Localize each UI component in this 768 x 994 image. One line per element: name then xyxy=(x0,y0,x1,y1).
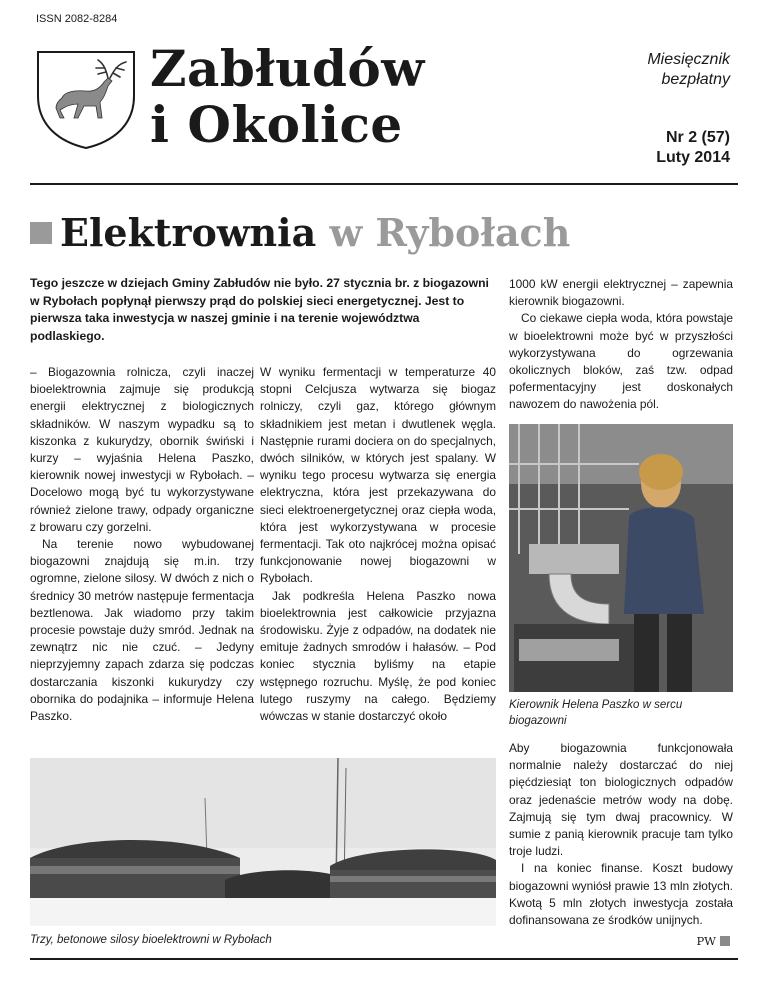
author-initials: PW xyxy=(696,934,716,948)
headline-square-bullet xyxy=(30,222,52,244)
photo-manager-in-biogas-plant xyxy=(509,424,733,692)
article-lead: Tego jeszcze w dziejach Gminy Zabłudów nie było. 27 stycznia br. z biogazowni w Rybołach popłynął pierwszy prąd do polskiej sieci energetycznej. Jest to pierwsza taka inwestycja w naszej gminie i na terenie województwa podlaskiego. xyxy=(30,276,489,343)
article-column-3-top xyxy=(509,276,733,414)
paragraph: Aby biogazownia funkcjonowała normalnie należy dostarczać do niej pięćdziesiąt ton biologicznych odpadów oraz jedenaście metrów wody na dobę. Zajmują się tym dwaj pracownicy. W sumie z panią kierownik pracuje tam tylko troje ludzi. xyxy=(509,741,733,859)
author-signature xyxy=(696,934,730,948)
issue-number: Nr 2 (57) xyxy=(665,129,730,146)
article-headline xyxy=(30,210,571,255)
article-column-3-bottom xyxy=(509,740,733,929)
paragraph: W wyniku fermentacji w temperaturze 40 stopni Celcjusza wytwarza się biogaz rolniczy, czyli gaz, którego głównym składnikiem jest metan i dwutlenek węgla. Następnie rurami dociera on do specjalnych, dwóch silników, w których jest spalany. W wyniku tego procesu wytwarza się energia elektryczna, która jest przekazywana do sieci elektroenergetycznej oraz ciepła woda, która jest wykorzystywana w procesie fermentacji. Tak oto najkrócej można opisać funkcjonowanie nowej biogazowni w Rybołach. xyxy=(260,365,496,586)
masthead-title-line1: Zabłudów xyxy=(150,39,425,98)
headline-grey-part: w Rybołach xyxy=(329,210,571,255)
coat-of-arms-deer-logo xyxy=(34,48,138,150)
header-divider xyxy=(30,183,738,185)
paragraph: – Biogazownia rolnicza, czyli inaczej bioelektrownia zajmuje się produkcją energii elektrycznej z biologicznych składników. W naszym wypadku są to kiszonka z kukurydzy, obornik świński i kurzy – wyjaśnia Helena Paszko, kierownik nowej inwestycji w Rybołach. – Docelowo mogą być tu wykorzystywane również zielone trawy, odpady organiczne z browaru czy gorzelni. xyxy=(30,365,254,534)
photo-caption-bottom: Trzy, betonowe silosy bioelektrowni w Rybołach xyxy=(30,934,272,946)
issn-number: ISSN 2082-8284 xyxy=(36,13,118,25)
masthead-title-line2: i Okolice xyxy=(150,95,403,154)
article-column-1 xyxy=(30,364,254,725)
tagline-line2: bezpłatny xyxy=(661,71,730,88)
paragraph: 1000 kW energii elektrycznej – zapewnia kierownik biogazowni. xyxy=(509,277,733,309)
article-column-2 xyxy=(260,364,496,725)
paragraph: Jak podkreśla Helena Paszko nowa bioelektrownia jest całkowicie przyjazna środowisku. Żyje z odpadów, na dodatek nie emituje żadnych smrodów i hałasów. – Pod koniec stycznia byliśmy na etapie wstępnego rozruchu. Myślę, że pod koniec lutego ruszymy na całego. Będziemy wówczas w stanie dostarczyć około xyxy=(260,588,496,724)
photo-biogas-silos xyxy=(30,758,496,926)
issue-date: Luty 2014 xyxy=(656,149,730,166)
photo-caption-right: Kierownik Helena Paszko w sercu biogazowni xyxy=(509,699,683,727)
headline-dark-part: Elektrownia xyxy=(60,210,317,255)
paragraph: I na koniec finanse. Koszt budowy biogazowni wyniósł prawie 13 mln złotych. Kwotą 5 mln złotych inwestycja została dofinansowana ze środków unijnych. xyxy=(509,861,733,928)
publication-tagline xyxy=(647,50,730,90)
footer-divider xyxy=(30,958,738,960)
masthead-title xyxy=(150,39,425,154)
end-mark-square xyxy=(720,936,730,946)
paragraph: Co ciekawe ciepła woda, która powstaje w bioelektrowni może być w przyszłości wykorzystywana do ogrzewania okolicznych bloków, zaś tzw. odpad pofermentacyjny jest doskonałych nawozem do nawożenia pól. xyxy=(509,311,733,412)
tagline-line1: Miesięcznik xyxy=(647,51,730,68)
issue-info xyxy=(656,128,730,168)
paragraph: Na terenie nowo wybudowanej biogazowni znajdują się m.in. trzy ogromne, zielone silosy. W dwóch z nich o średnicy 30 metrów następuje fermentacja beztlenowa. Jak wiadomo przy takim procesie powstaje duży smród. Jednak na zewnątrz nic nie czuć. – Jedyny nieprzyjemny zapach zdarza się podczas dostarczania kiszonki kukurydzy czy obornika do podajnika – informuje Helena Paszko. xyxy=(30,537,254,724)
